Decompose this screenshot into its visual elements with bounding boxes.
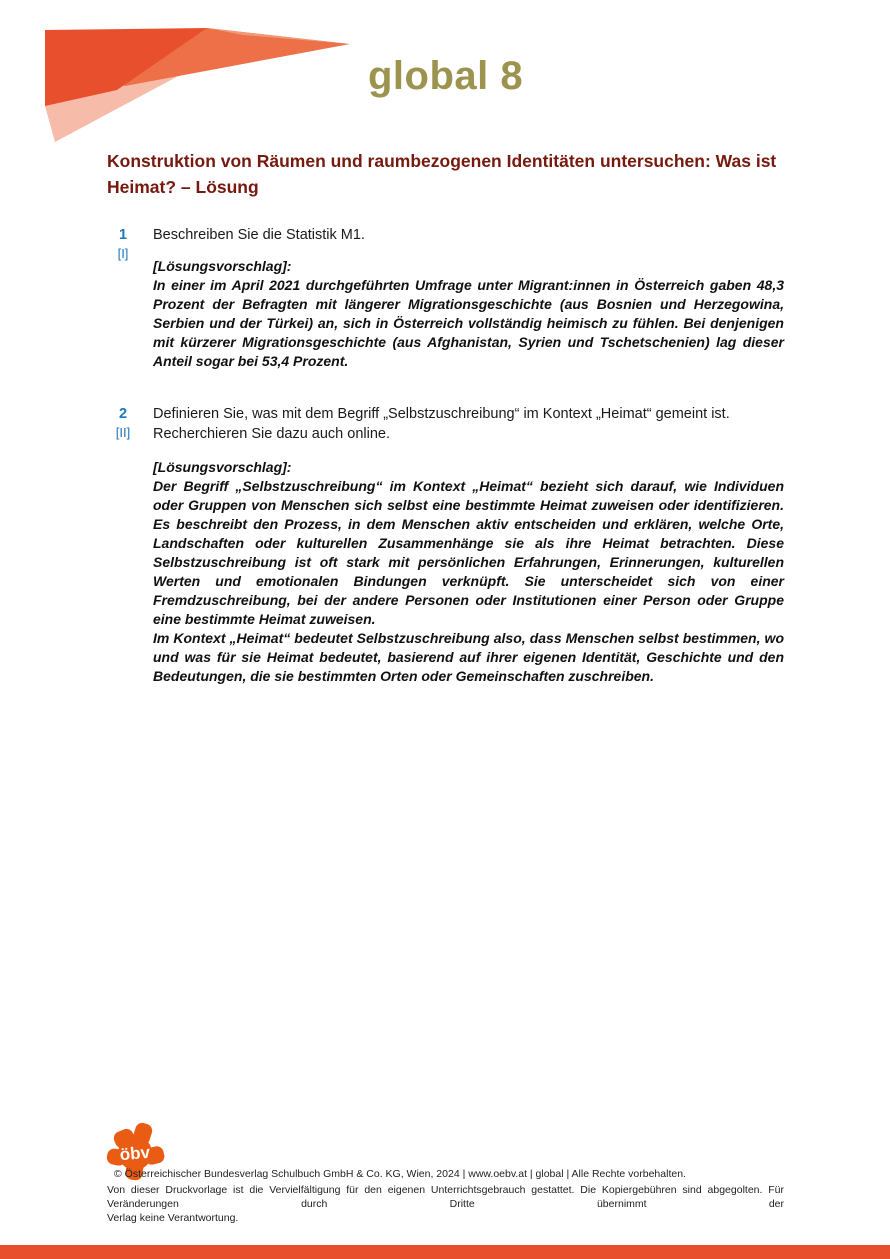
footer-accent-bar: [0, 1245, 890, 1259]
solution-label: [Lösungsvorschlag]:: [153, 459, 292, 475]
worksheet-heading: Konstruktion von Räumen und raumbezogenen Identitäten untersuchen: Was ist Heimat? – Lösung: [107, 151, 777, 198]
task-1-body: [153, 225, 784, 245]
task-1-number: 1: [118, 227, 128, 243]
footer-notice-line2: Verlag keine Verantwortung.: [107, 1212, 239, 1224]
footer-notice-line1: Von dieser Druckvorlage ist die Vervielfältigung für den eigenen Unterrichtsgebrauch gestattet. Die Kopiergebühren sind abgegolten. Für Veränderungen durch Dritte übernimmt der: [107, 1184, 784, 1210]
task-2-number: 2: [118, 406, 128, 422]
task-2-body: [153, 404, 784, 444]
series-title: global 8: [368, 54, 524, 98]
task-2-solution: [153, 458, 784, 686]
task-2-competence-level: [II]: [115, 425, 131, 440]
solution-paragraph: In einer im April 2021 durchgeführten Umfrage unter Migrant:innen in Österreich gaben 48,3 Prozent der Befragten mit längerer Migrationsgeschichte (aus Bosnien und Herzegowina, Serbien und der Türkei) an, sich in Österreich vollständig heimisch zu fühlen. Bei denjenigen mit kürzerer Migrationsgeschichte (aus Afghanistan, Syrien und Tschetschenien) lag dieser Anteil sogar bei 53,4 Prozent.: [153, 277, 784, 369]
task-1-prompt: Beschreiben Sie die Statistik M1.: [153, 227, 365, 243]
brand-swoosh-graphic: [45, 28, 350, 146]
footer-notice: [107, 1183, 784, 1225]
task-2-prompt-line2: Recherchieren Sie dazu auch online.: [153, 426, 390, 442]
task-2-prompt: Definieren Sie, was mit dem Begriff „Selbstzuschreibung“ im Kontext „Heimat“ gemeint ist.: [153, 406, 730, 422]
oebv-logo-text: öbv: [118, 1142, 151, 1165]
task-1-solution: [153, 257, 784, 371]
footer-copyright: © Österreichischer Bundesverlag Schulbuch GmbH & Co. KG, Wien, 2024 | www.oebv.at | global | Alle Rechte vorbehalten.: [114, 1168, 686, 1180]
task-1-competence-level: [I]: [117, 246, 129, 261]
solution-label: [Lösungsvorschlag]:: [153, 258, 292, 274]
task-1-marker: [104, 225, 142, 263]
solution-paragraph: Der Begriff „Selbstzuschreibung“ im Kontext „Heimat“ bezieht sich darauf, wie Individuen oder Gruppen von Menschen sich selbst eine bestimmte Heimat zuweisen oder identifizieren. Es beschreibt den Prozess, in dem Menschen aktiv entscheiden und erklären, welche Orte, Landschaften oder kulturellen Zusammenhänge sie als ihre Heimat betrachten. Diese Selbstzuschreibung ist oft stark mit persönlichen Erfahrungen, Erinnerungen, kulturellen Werten und emotionalen Bindungen verknüpft. Sie unterscheidet sich von einer Fremdzuschreibung, bei der andere Personen oder Institutionen einer Person oder Gruppe eine bestimmte Heimat zuweisen.: [153, 478, 784, 627]
solution-paragraph: Im Kontext „Heimat“ bedeutet Selbstzuschreibung also, dass Menschen selbst bestimmen, wo und was für sie Heimat bedeutet, basierend auf ihrer eigenen Identität, Geschichte und den Bedeutungen, die sie bestimmten Orten oder Gemeinschaften zuschreiben.: [153, 630, 784, 684]
task-2-marker: [104, 404, 142, 442]
